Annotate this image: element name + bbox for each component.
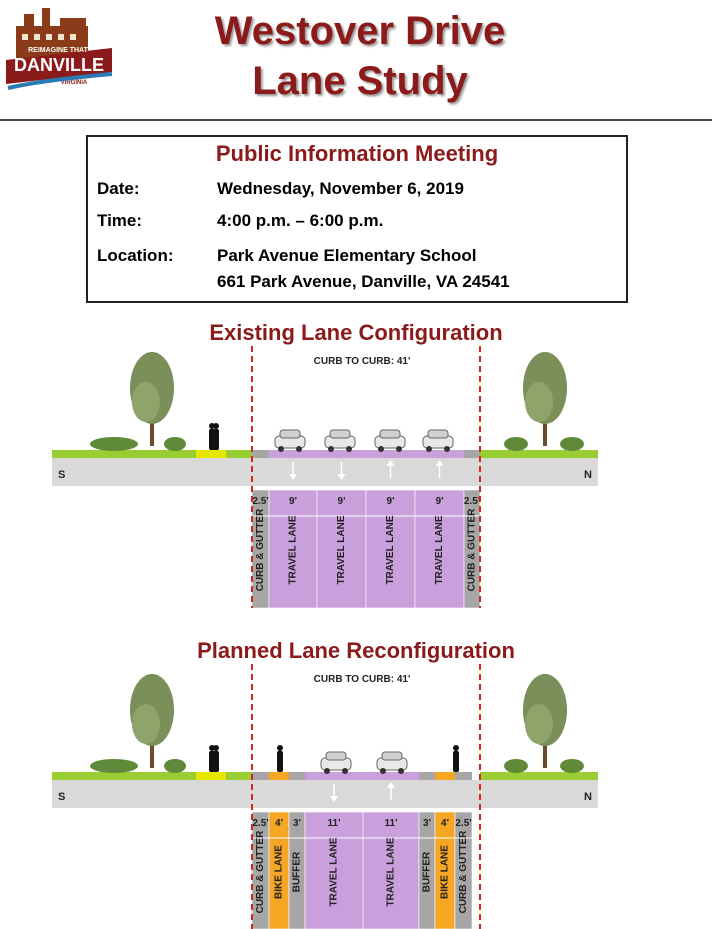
lane-name-label: BUFFER <box>421 851 433 893</box>
existing-cross-section <box>0 346 712 608</box>
lane-surface <box>317 450 366 458</box>
lane-width-label: 2.5' <box>463 496 481 507</box>
shrub <box>504 437 528 451</box>
time-value: 4:00 p.m. – 6:00 p.m. <box>217 211 384 230</box>
pedestrian-icon <box>213 423 219 429</box>
location-label: Location: <box>97 246 174 265</box>
page-title-line2: Lane Study <box>252 59 468 103</box>
lane-name-label: TRAVEL LANE <box>385 515 397 585</box>
shrub <box>164 437 186 451</box>
pedestrian-icon <box>453 751 459 772</box>
lane-surface <box>455 772 472 780</box>
shrub <box>90 759 138 773</box>
page-title-line1: Westover Drive <box>214 9 506 53</box>
car-wheel <box>426 446 432 452</box>
lane-width-label: 3' <box>293 818 301 829</box>
car-wheel <box>396 446 402 452</box>
lane-surface <box>252 772 269 780</box>
lane-name-label: CURB & GUTTER <box>466 508 478 592</box>
lane-width-label: 2.5' <box>252 496 269 507</box>
car-wheel <box>444 446 450 452</box>
lane-width-label: 9' <box>337 496 346 507</box>
lane-surface <box>435 772 455 780</box>
pedestrian-icon <box>213 751 219 772</box>
car-icon <box>382 752 402 760</box>
lane-name-label: TRAVEL LANE <box>434 515 446 585</box>
curb-to-curb-label: CURB TO CURB: 41' <box>313 356 411 367</box>
shrub <box>164 759 186 773</box>
lane-surface <box>252 450 269 458</box>
car-wheel <box>342 768 348 774</box>
lane-surface <box>366 450 415 458</box>
lane-width-label: 9' <box>386 496 395 507</box>
pedestrian-icon <box>277 751 283 772</box>
sidewalk-south <box>196 450 226 458</box>
lane-name-label: BIKE LANE <box>439 845 451 899</box>
date-label: Date: <box>97 179 140 198</box>
car-wheel <box>278 446 284 452</box>
car-icon <box>380 430 400 438</box>
tree-canopy <box>525 704 553 744</box>
car-icon <box>428 430 448 438</box>
car-wheel <box>398 768 404 774</box>
lane-width-label: 2.5' <box>455 818 472 829</box>
pedestrian-icon <box>277 745 283 751</box>
curb-to-curb-label: CURB TO CURB: 41' <box>313 674 411 685</box>
planned-cross-section <box>0 664 712 929</box>
grass-strip-north <box>480 450 598 458</box>
pedestrian-icon <box>213 429 219 450</box>
north-label: N <box>584 791 592 803</box>
lane-surface <box>464 450 480 458</box>
existing-heading: Existing Lane Configuration <box>209 320 503 345</box>
meeting-heading: Public Information Meeting <box>215 141 499 166</box>
car-wheel <box>328 446 334 452</box>
lane-width-label: 11' <box>327 818 341 829</box>
location-name: Park Avenue Elementary School <box>217 246 477 265</box>
lane-name-label: TRAVEL LANE <box>385 837 397 907</box>
shrub <box>560 437 584 451</box>
car-wheel <box>378 446 384 452</box>
lane-name-label: CURB & GUTTER <box>458 830 470 914</box>
road-base <box>52 458 598 486</box>
lane-name-label: TRAVEL LANE <box>336 515 348 585</box>
location-address: 661 Park Avenue, Danville, VA 24541 <box>217 272 510 291</box>
south-label: S <box>58 469 66 481</box>
logo-tagline: REIMAGINE THAT <box>28 47 88 54</box>
lane-surface <box>419 772 435 780</box>
danville-logo <box>4 4 116 96</box>
tree-canopy <box>132 704 160 744</box>
lane-width-label: 3' <box>423 818 431 829</box>
lane-surface <box>415 450 464 458</box>
shrub <box>560 759 584 773</box>
car-wheel <box>346 446 352 452</box>
lane-name-label: TRAVEL LANE <box>328 837 340 907</box>
lane-name-label: TRAVEL LANE <box>287 515 299 585</box>
lane-name-label: BUFFER <box>291 851 303 893</box>
lane-width-label: 9' <box>289 496 297 507</box>
time-label: Time: <box>97 211 143 230</box>
logo-state: VIRGINIA <box>60 80 88 86</box>
pedestrian-icon <box>213 745 219 751</box>
road-base <box>52 780 598 808</box>
north-label: N <box>584 469 592 481</box>
sidewalk-south <box>196 772 226 780</box>
lane-width-label: 2.5' <box>252 818 269 829</box>
shrub <box>90 437 138 451</box>
lane-width-label: 11' <box>384 818 398 829</box>
pedestrian-icon <box>453 745 459 751</box>
lane-name-label: CURB & GUTTER <box>255 830 267 914</box>
lane-surface <box>269 450 317 458</box>
lane-width-label: 4' <box>275 818 283 829</box>
lane-surface <box>305 772 363 780</box>
tree-canopy <box>525 382 553 422</box>
car-wheel <box>296 446 302 452</box>
car-icon <box>280 430 300 438</box>
lane-width-label: 4' <box>441 818 449 829</box>
car-icon <box>330 430 350 438</box>
logo-city: DANVILLE <box>14 55 104 75</box>
car-wheel <box>380 768 386 774</box>
car-wheel <box>324 768 330 774</box>
header-divider <box>0 119 712 121</box>
meeting-info-box <box>86 135 628 303</box>
date-value: Wednesday, November 6, 2019 <box>217 179 464 198</box>
lane-width-label: 9' <box>435 496 444 507</box>
lane-name-label: CURB & GUTTER <box>255 508 267 592</box>
south-label: S <box>58 791 66 803</box>
car-icon <box>326 752 346 760</box>
lane-name-label: BIKE LANE <box>273 845 285 899</box>
lane-surface <box>363 772 419 780</box>
lane-surface <box>269 772 289 780</box>
tree-canopy <box>132 382 160 422</box>
shrub <box>504 759 528 773</box>
planned-heading: Planned Lane Reconfiguration <box>197 638 515 663</box>
lane-surface <box>289 772 305 780</box>
grass-strip-north <box>480 772 598 780</box>
